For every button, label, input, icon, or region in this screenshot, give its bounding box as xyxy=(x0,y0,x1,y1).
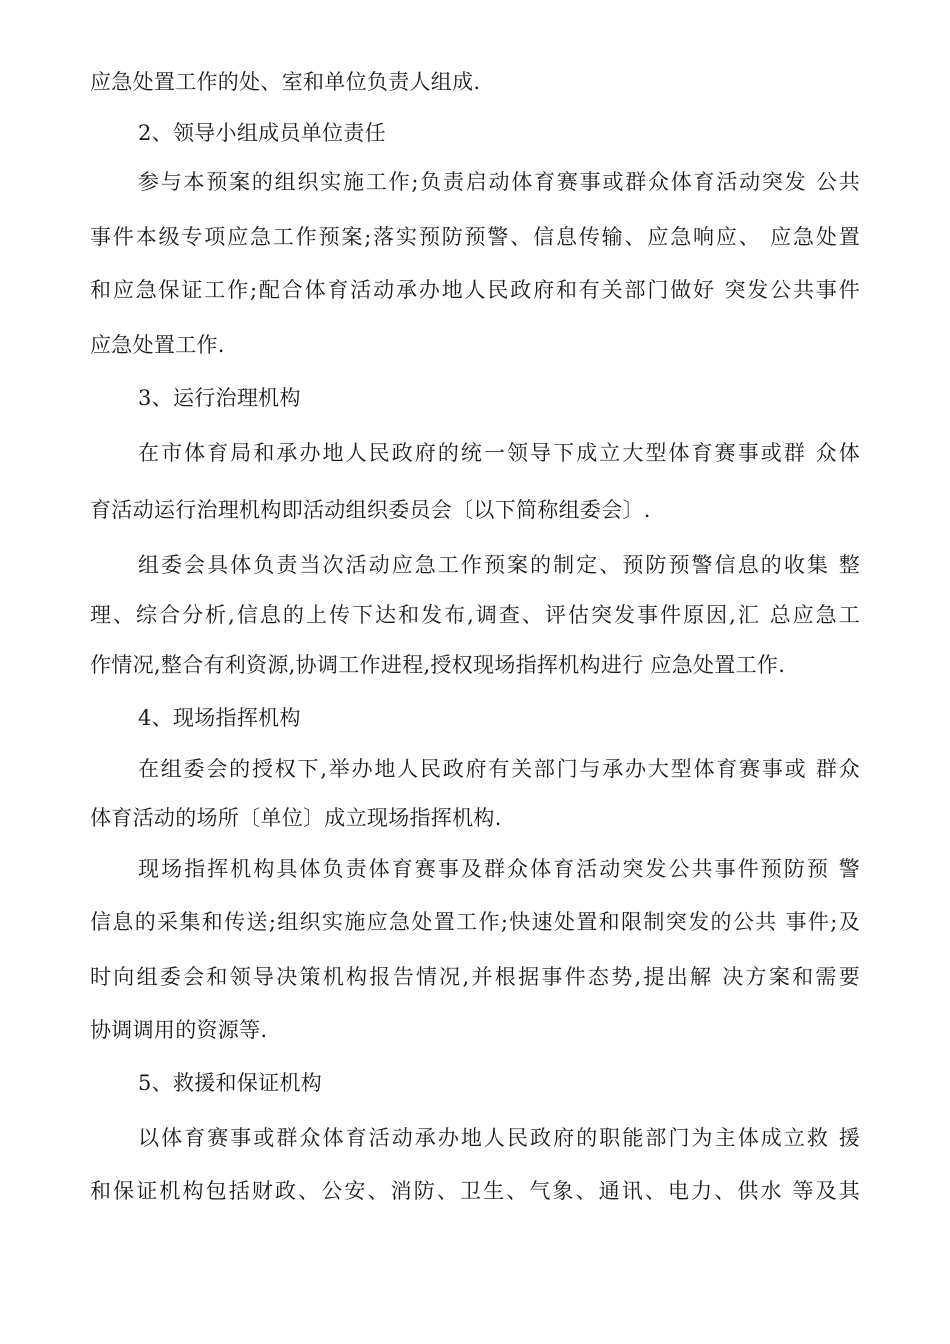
text-line: 体育活动的场所〔单位〕成立现场指挥机构. xyxy=(90,806,502,830)
text-line: 以体育赛事或群众体育活动承办地人民政府的职能部门为主体成立救 援 xyxy=(138,1126,860,1150)
text-line: 协调调用的资源等. xyxy=(90,1018,268,1042)
text-line: 应急处置工作的处、室和单位负责人组成. xyxy=(90,70,481,94)
text-line: 时向组委会和领导决策机构报告情况,并根据事件态势,提出解 决方案和需要 xyxy=(90,965,860,989)
text-line: 在市体育局和承办地人民政府的统一领导下成立大型体育赛事或群 众体 xyxy=(138,441,860,465)
text-line: 参与本预案的组织实施工作;负责启动体育赛事或群众体育活动突发 公共 xyxy=(138,170,860,194)
section-heading: 4、现场指挥机构 xyxy=(138,706,301,730)
text-line: 组委会具体负责当次活动应急工作预案的制定、预防预警信息的收集 整 xyxy=(138,553,860,577)
text-line: 和保证机构包括财政、公安、消防、卫生、气象、通讯、电力、供水 等及其 xyxy=(90,1179,860,1203)
text-line: 事件本级专项应急工作预案;落实预防预警、信息传输、应急响应、 应急处置 xyxy=(90,225,860,249)
text-line: 现场指挥机构具体负责体育赛事及群众体育活动突发公共事件预防预 警 xyxy=(138,857,860,881)
text-line: 和应急保证工作;配合体育活动承办地人民政府和有关部门做好 突发公共事件 xyxy=(90,278,860,302)
text-line: 作情况,整合有利资源,协调工作进程,授权现场指挥机构进行 应急处置工作. xyxy=(90,653,786,677)
text-line: 育活动运行治理机构即活动组织委员会〔以下简称组委会〕. xyxy=(90,498,651,522)
text-line: 理、综合分析,信息的上传下达和发布,调查、评估突发事件原因,汇 总应急工 xyxy=(90,603,860,627)
section-heading: 5、救援和保证机构 xyxy=(138,1071,323,1095)
section-heading: 2、领导小组成员单位责任 xyxy=(138,121,386,145)
section-heading: 3、运行治理机构 xyxy=(138,386,301,410)
text-line: 在组委会的授权下,举办地人民政府有关部门与承办大型体育赛事或 群众 xyxy=(138,757,860,781)
text-line: 信息的采集和传送;组织实施应急处置工作;快速处置和限制突发的公共 事件;及 xyxy=(90,910,860,934)
text-line: 应急处置工作. xyxy=(90,333,225,357)
